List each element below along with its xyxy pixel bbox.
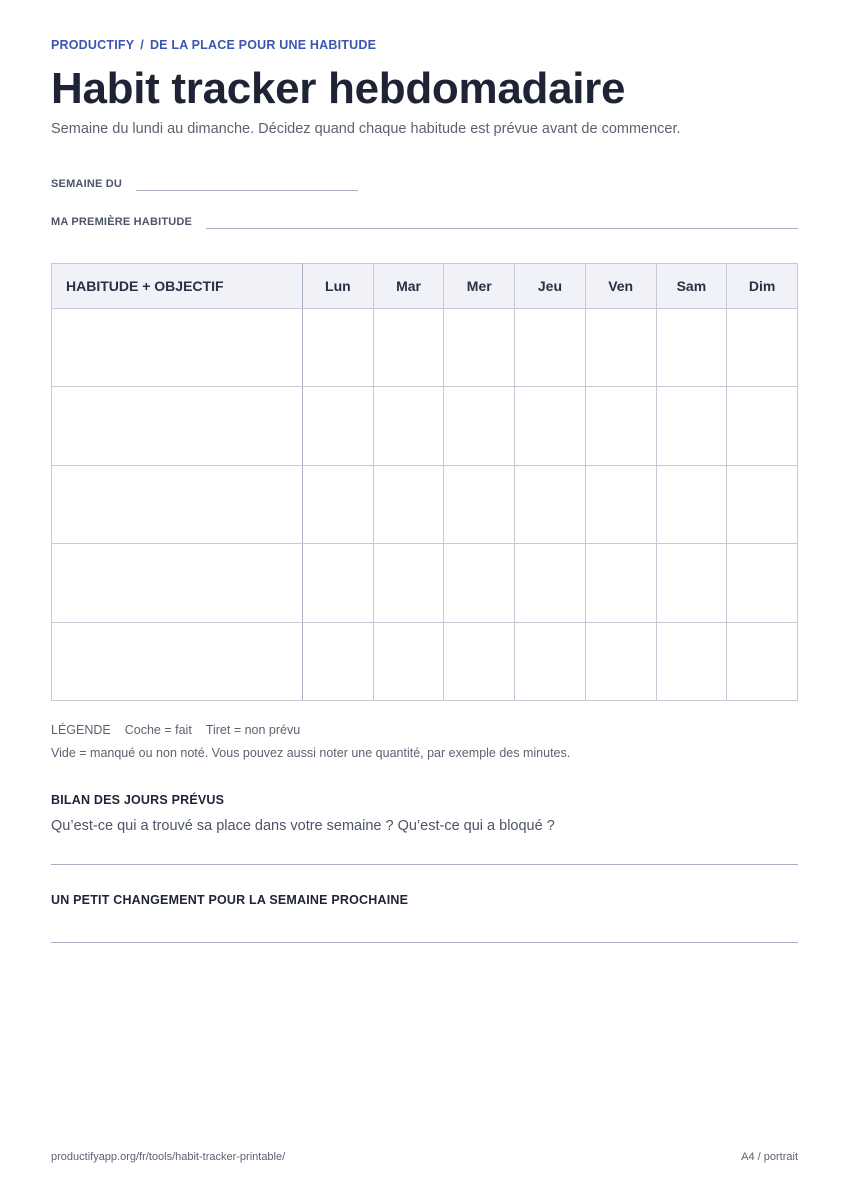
footer-format: A4 / portrait xyxy=(741,1151,798,1163)
day-cell[interactable] xyxy=(515,387,586,465)
habit-cell[interactable] xyxy=(52,622,303,700)
week-field-line[interactable] xyxy=(136,190,358,191)
day-cell[interactable] xyxy=(515,544,586,622)
column-header-day: Lun xyxy=(303,264,374,309)
day-cell[interactable] xyxy=(585,465,656,543)
legend-dash: Tiret = non prévu xyxy=(205,723,301,737)
first-habit-field-line[interactable] xyxy=(206,228,798,229)
day-cell[interactable] xyxy=(515,465,586,543)
day-cell[interactable] xyxy=(303,622,374,700)
column-header-habit: HABITUDE + OBJECTIF xyxy=(52,264,303,309)
day-cell[interactable] xyxy=(444,309,515,387)
table-row xyxy=(52,309,798,387)
legend xyxy=(51,723,300,737)
change-section-title: UN PETIT CHANGEMENT POUR LA SEMAINE PROCHAINE xyxy=(51,893,409,907)
legend-note: Vide = manqué ou non noté. Vous pouvez aussi noter une quantité, par exemple des minutes. xyxy=(51,746,571,760)
day-cell[interactable] xyxy=(656,622,727,700)
day-cell[interactable] xyxy=(656,465,727,543)
day-cell[interactable] xyxy=(727,465,798,543)
column-header-day: Dim xyxy=(727,264,798,309)
column-header-day: Jeu xyxy=(515,264,586,309)
table-header-row xyxy=(52,264,798,309)
day-cell[interactable] xyxy=(303,309,374,387)
day-cell[interactable] xyxy=(656,387,727,465)
week-field-label: SEMAINE DU xyxy=(51,178,123,190)
breadcrumb-separator: / xyxy=(140,38,144,52)
day-cell[interactable] xyxy=(373,622,444,700)
day-cell[interactable] xyxy=(727,622,798,700)
page-subtitle: Semaine du lundi au dimanche. Décidez quand chaque habitude est prévue avant de commencer. xyxy=(51,121,681,137)
change-write-line[interactable] xyxy=(51,942,798,943)
day-cell[interactable] xyxy=(303,387,374,465)
day-cell[interactable] xyxy=(444,544,515,622)
column-header-day: Mer xyxy=(444,264,515,309)
day-cell[interactable] xyxy=(373,387,444,465)
habit-cell[interactable] xyxy=(52,465,303,543)
first-habit-field xyxy=(51,216,798,228)
table-row xyxy=(52,465,798,543)
day-cell[interactable] xyxy=(727,309,798,387)
table-row xyxy=(52,544,798,622)
week-field xyxy=(51,178,358,190)
column-header-day: Mar xyxy=(373,264,444,309)
day-cell[interactable] xyxy=(444,387,515,465)
column-header-day: Ven xyxy=(585,264,656,309)
day-cell[interactable] xyxy=(515,622,586,700)
review-prompt: Qu’est-ce qui a trouvé sa place dans votre semaine ? Qu’est-ce qui a bloqué ? xyxy=(51,818,555,834)
habit-cell[interactable] xyxy=(52,544,303,622)
section-name: DE LA PLACE POUR UNE HABITUDE xyxy=(149,38,377,52)
day-cell[interactable] xyxy=(727,387,798,465)
footer-url: productifyapp.org/fr/tools/habit-tracker-printable/ xyxy=(51,1151,286,1163)
printable-page xyxy=(51,0,798,1200)
day-cell[interactable] xyxy=(373,544,444,622)
brand-name: PRODUCTIFY xyxy=(51,38,135,52)
breadcrumb xyxy=(51,38,376,52)
habit-cell[interactable] xyxy=(52,387,303,465)
day-cell[interactable] xyxy=(585,387,656,465)
day-cell[interactable] xyxy=(585,622,656,700)
habit-cell[interactable] xyxy=(52,309,303,387)
column-header-day: Sam xyxy=(656,264,727,309)
day-cell[interactable] xyxy=(444,622,515,700)
legend-label: LÉGENDE xyxy=(51,723,111,737)
day-cell[interactable] xyxy=(585,544,656,622)
day-cell[interactable] xyxy=(727,544,798,622)
table-row xyxy=(52,387,798,465)
review-write-line[interactable] xyxy=(51,864,798,865)
review-section-title: BILAN DES JOURS PRÉVUS xyxy=(51,793,225,807)
day-cell[interactable] xyxy=(444,465,515,543)
day-cell[interactable] xyxy=(303,544,374,622)
first-habit-field-label: MA PREMIÈRE HABITUDE xyxy=(51,216,193,228)
day-cell[interactable] xyxy=(656,544,727,622)
table-row xyxy=(52,622,798,700)
habit-tracker-table xyxy=(51,263,798,701)
page-title: Habit tracker hebdomadaire xyxy=(51,64,626,113)
legend-check: Coche = fait xyxy=(124,723,192,737)
day-cell[interactable] xyxy=(515,309,586,387)
day-cell[interactable] xyxy=(303,465,374,543)
day-cell[interactable] xyxy=(656,309,727,387)
day-cell[interactable] xyxy=(373,465,444,543)
day-cell[interactable] xyxy=(585,309,656,387)
day-cell[interactable] xyxy=(373,309,444,387)
